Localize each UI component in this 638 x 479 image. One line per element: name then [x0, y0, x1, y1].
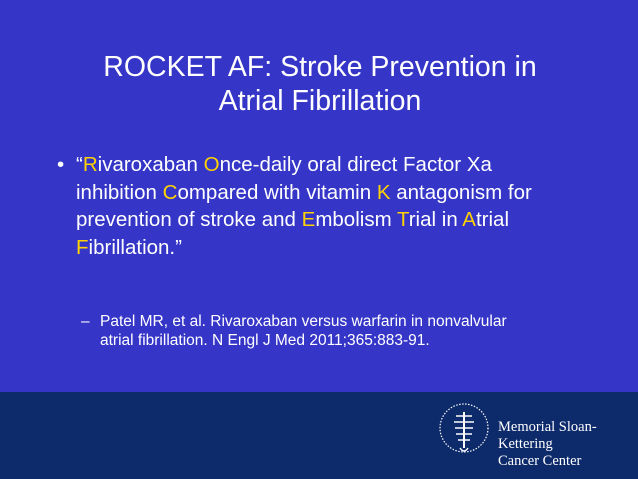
acronym-letter: T	[396, 208, 409, 231]
bullet-text-segment: ompared with vitamin	[177, 180, 377, 204]
acronym-letter: R	[82, 153, 98, 176]
citation-text: Patel MR, et al. Rivaroxaban versus warfarin in nonvalvular atrial fibrillation. N Engl J Med 2011;365:883-91.	[100, 313, 507, 349]
bullet-text-segment: ibrillation.”	[88, 235, 182, 259]
acronym-letter: C	[162, 180, 178, 204]
bullet-text-segment: “	[76, 153, 83, 176]
sub-bullet-marker: –	[81, 313, 90, 330]
acronym-letter: E	[301, 208, 316, 231]
msk-seal-icon	[436, 398, 492, 462]
logo-line-1: Memorial Sloan-Kettering	[498, 419, 597, 452]
bullet-text-segment: antagonism for prevention of stroke and	[76, 180, 532, 231]
acronym-letter: K	[376, 180, 391, 204]
bullet-text-segment: rial in	[408, 208, 463, 231]
bullet-text-segment: trial	[475, 208, 510, 231]
bullet-text-segment: ivaroxaban	[97, 153, 204, 176]
slide-title	[40, 50, 600, 118]
acronym-letter: O	[203, 153, 220, 176]
acronym-letter: A	[462, 208, 476, 231]
title-line-1: ROCKET AF: Stroke Prevention in	[103, 51, 537, 83]
bullet-text	[76, 151, 546, 261]
bullet-text-segment: nce-daily oral direct Factor Xa inhibition	[76, 153, 492, 204]
logo-wordmark	[498, 419, 638, 470]
acronym-letter: F	[76, 235, 89, 259]
logo-line-2: Cancer Center	[498, 453, 582, 469]
bullet-marker: •	[57, 153, 65, 176]
bullet-text-segment: mbolism	[315, 208, 397, 231]
title-line-2: Atrial Fibrillation	[218, 85, 422, 117]
